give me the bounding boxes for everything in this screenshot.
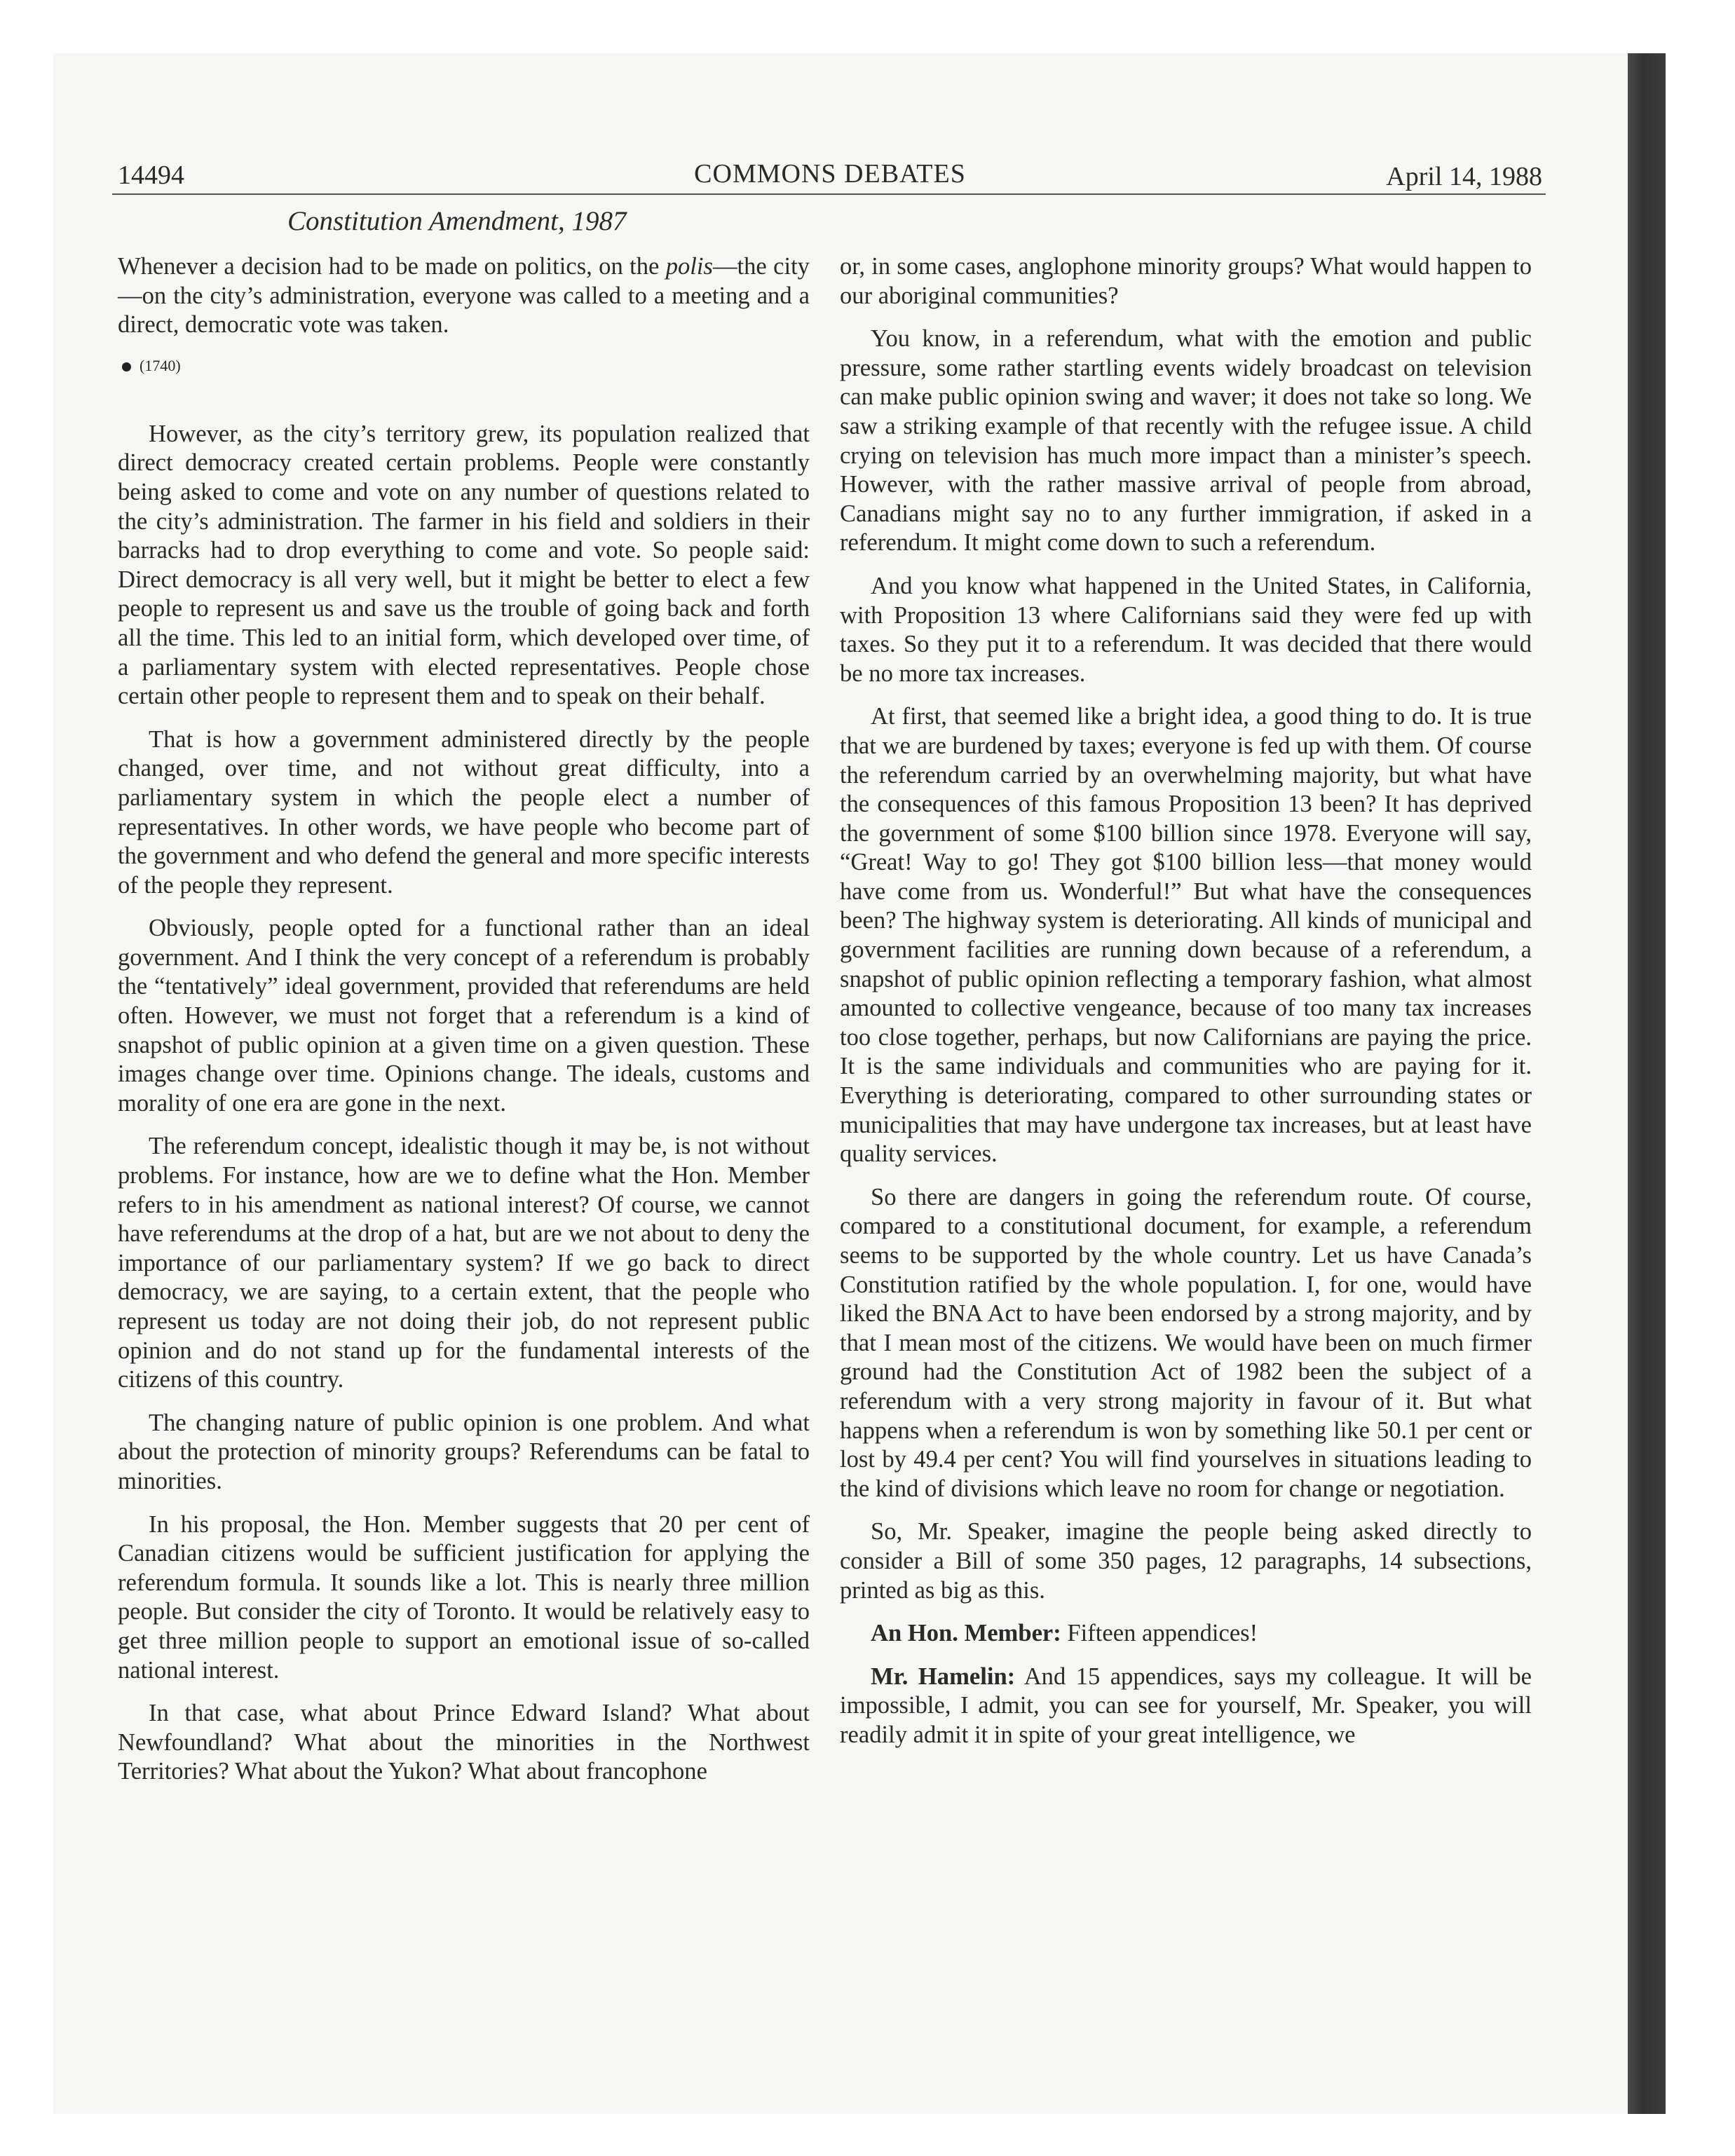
- publication-title: COMMONS DEBATES: [694, 159, 966, 189]
- header-rule: [112, 193, 1546, 195]
- paragraph: or, in some cases, anglophone minority groups? What would happen to our aboriginal communities?: [840, 253, 1532, 309]
- header-date: April 14, 1988: [1386, 162, 1542, 191]
- interjection-text: Fifteen appendices!: [1061, 1620, 1258, 1647]
- paragraph: Obviously, people opted for a functional rather than an ideal government. And I think the very concept of a referendum is probably the “tentatively” ideal government, provided that referendums are held often. However, we must not forget that a referendum is a kind of snapshot of public opinion at a given time on a given question. These images change over time. Opinions change. The ideals, customs and morality of one era are gone in the next.: [118, 915, 810, 1117]
- interjection: [840, 1619, 1532, 1649]
- scan-edge-shadow: [1628, 53, 1666, 2114]
- time-marker-label: (1740): [140, 356, 181, 374]
- paragraph: The changing nature of public opinion is one problem. And what about the protection of minority groups? Referendums can be fatal to minorities.: [118, 1409, 810, 1494]
- paragraph: And you know what happened in the United States, in California, with Proposition 13 where Californians said they were fed up with taxes. So they put it to a referendum. It was decided that there would be no more tax increases.: [840, 572, 1532, 687]
- running-header: [118, 156, 1542, 192]
- paragraph: [118, 252, 810, 340]
- paragraph: You know, in a referendum, what with the emotion and public pressure, some rather startling events widely broadcast on television can make public opinion swing and waver; it does not take so long. We saw a striking example of that recently with the refugee issue. A child crying on television has much more impact than a minister’s speech. However, with the rather massive arrival of people from abroad, Canadians might say no to any further immigration, if asked in a referendum. It might come down to such a referendum.: [840, 325, 1532, 557]
- speech-text: And 15 appendices, says my colleague. It will be impossible, I admit, you can see for yourself, Mr. Speaker, you will readily admit it in spite of your great intelligence, we: [840, 1663, 1532, 1748]
- paragraph: In that case, what about Prince Edward Island? What about Newfoundland? What about the minorities in the Northwest Territories? What about the Yukon? What about francophone: [118, 1700, 810, 1785]
- right-column: [840, 252, 1532, 1764]
- italic-term: polis: [665, 253, 713, 280]
- paragraph: However, as the city’s territory grew, its population realized that direct democracy created certain problems. People were constantly being asked to come and vote on any number of questions related to the city’s administration. The farmer in his field and soldiers in their barracks had to drop everything to come and vote. So people said: Direct democracy is all very well, but it might be better to elect a few people to represent us and save us the trouble of going back and forth all the time. This led to an initial form, which developed over time, of a parliamentary system with elected representatives. People chose certain other people to represent them and to speak on their behalf.: [118, 420, 810, 710]
- speaker-name: Mr. Hamelin:: [871, 1663, 1016, 1690]
- section-subhead: Constitution Amendment, 1987: [287, 206, 627, 236]
- paragraph: In his proposal, the Hon. Member suggests that 20 per cent of Canadian citizens would be sufficient justification for applying the referendum formula. It sounds like a lot. This is nearly three million people. But consider the city of Toronto. It would be relatively easy to get three million people to support an emotional issue of so-called national interest.: [118, 1510, 810, 1684]
- bullet-icon: [122, 362, 131, 371]
- paragraph: At first, that seemed like a bright idea, a good thing to do. It is true that we are burdened by taxes; everyone is fed up with them. Of course the referendum carried by an overwhelming majority, but what have the consequences of this famous Proposition 13 been? It has deprived the government of some $100 billion since 1978. Everyone will say, “Great! Way to go! They got $100 billion less—that money would have come from us. Wonderful!” But what have the consequences been? The highway system is deteriorating. All kinds of municipal and government facilities are running down because of a referendum, a snapshot of public opinion reflecting a temporary fashion, what almost amounted to collective vengeance, because of too many tax increases too close together, perhaps, but now Californians are paying the price. It is the same individuals and communities who are paying for it. Everything is deteriorating, compared to other surrounding states or municipalities that may have undergone tax increases, but at least have quality services.: [840, 703, 1532, 1168]
- page-number: 14494: [118, 161, 184, 190]
- paragraph-text: Whenever a decision had to be made on politics, on the: [118, 253, 666, 280]
- speech: [840, 1663, 1532, 1750]
- left-column: [118, 252, 810, 1801]
- paragraph: The referendum concept, idealistic though it may be, is not without problems. For instance, how are we to define what the Hon. Member refers to in his amendment as national interest? Of course, we cannot have referendums at the drop of a hat, but are we not about to deny the importance of our parliamentary system? If we go back to direct democracy, we are saying, to a certain extent, that the people who represent us today are not doing their job, do not represent public opinion and do not stand up for the fundamental interests of the citizens of this country.: [118, 1133, 810, 1393]
- paragraph-text: —the city—on the city’s administration, everyone was called to a meeting and a direct, democratic vote was taken.: [118, 253, 810, 339]
- paragraph: So there are dangers in going the referendum route. Of course, compared to a constitutional document, for example, a referendum seems to be supported by the whole country. Let us have Canada’s Constitution ratified by the whole population. I, for one, would have liked the BNA Act to have been endorsed by a strong majority, and by that I mean most of the citizens. We would have been on much firmer ground had the Constitution Act of 1982 been the subject of a referendum with a very strong majority in favour of it. But what happens when a referendum is won by something like 50.1 per cent or lost by 49.4 per cent? You will find yourselves in situations leading to the kind of divisions which leave no room for change or negotiation.: [840, 1183, 1532, 1502]
- speaker-name: An Hon. Member:: [871, 1620, 1061, 1647]
- time-marker: [122, 355, 810, 376]
- paragraph: That is how a government administered directly by the people changed, over time, and not without great difficulty, into a parliamentary system in which the people elect a number of representatives. In other words, we have people who become part of the government and who defend the general and more specific interests of the people they represent.: [118, 725, 810, 899]
- paragraph: So, Mr. Speaker, imagine the people being asked directly to consider a Bill of some 350 pages, 12 paragraphs, 14 subsections, printed as big as this.: [840, 1518, 1532, 1604]
